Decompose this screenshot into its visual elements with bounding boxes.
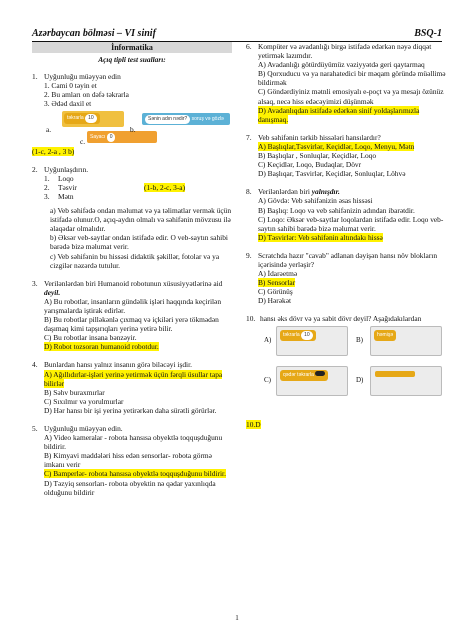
q1-images (32, 109, 232, 147)
q7-answer: A) Başlıqlar,Təsvirlər, Keçidlər, Loqo, Menyu, Mətn (258, 141, 415, 151)
q5-answer: C) Bamperlər- robota hansısa obyektlə toqquşduğunu bildirir. (44, 469, 226, 479)
right-column (246, 42, 446, 429)
q4-answer: A) Ağıllıdırlar-işləri yerinə yetirmək üçün fərqli üsullar tapa bilirlər (44, 369, 223, 388)
question-9-text: Scratchda hazır "cavab" adlanan dəyişən hansı növ blokların içərisində yerləşir? (258, 250, 438, 269)
question-4: 4. Bunlardan hansı yalnız insanın görə biləcəyi işdir. (32, 360, 192, 370)
q10-image-c: qədər təkrarla (276, 366, 348, 396)
q7-option: B) Başlıqlar , Sonluqlar, Keçidlər, Loqo (258, 151, 377, 161)
question-10: 10. hansı əks dövr və ya sabit dövr deyil? Aşağıdakılardan (246, 314, 422, 324)
q6-option: A) Avadanlığı götürdüyümüz vəziyyətdə geri qaytarmaq (258, 60, 425, 70)
q1-option: 2. Bu amları on dəfə təkrarla (44, 90, 129, 100)
question-10-text: hansı əks dövr və ya sabit dövr deyil? Aşağıdakılardan (260, 314, 422, 324)
left-column (32, 42, 232, 497)
q2-option: b) Əksər veb-saytlar ondan istifadə edir. O veb-saytın sahibi barədə bizə məlumat verir. (50, 233, 228, 252)
q6-answer: D) Avadanlıqdan istifadə edərkən sinif yoldaşlarımızla danışmaq. (258, 105, 420, 124)
header-code: BSQ-1 (414, 28, 442, 39)
header-title: Azərbaycan bölməsi – VI sinif (32, 28, 156, 39)
q1-label-b: b. (130, 124, 136, 134)
q2-option: a) Veb səhifədə ondan məlumat və ya təlimatlar vermək üçün istifadə olunur.O, açıq-aydın olmalı və səhifənin mövzusu ilə əlaqədar olmalıdır. (50, 206, 232, 234)
q10-label-d: D) (356, 375, 364, 384)
question-6: 6. Kompüter və avadanlığı birgə istifadə edərkən nəyə diqqət yetirmək lazımdır. (246, 42, 446, 60)
q10-image-a: təkrarla 10 (276, 326, 348, 356)
question-5-text: Uyğunluğu müəyyən edin. (44, 424, 123, 433)
q1-label-c: c. (80, 136, 86, 146)
q3-option: B) Bu robotlar pilləkənlə çıxmaq və içkiləri yerə tökmədən daşımaq kimi tapşırıqları yerinə yetirə bilir. (44, 315, 219, 334)
q6-option: C) Göndərdiyiniz mətnli emosiyalı e-poçt və ya mesajı özünüz alsaq, necə hiss edəcəyimizi düşünmək (258, 87, 444, 106)
question-1: 1. Uyğunluğu müəyyən edin (32, 72, 121, 82)
q4-option: B) Səhv buraxmırlar (44, 387, 105, 397)
q1-ask-image: Sənin adın nədir? soruş və gözlə (142, 113, 230, 125)
q1-loop-image: təkrarla 10 (62, 111, 124, 127)
q10-image-d (370, 366, 442, 396)
question-4-text: Bunlardan hansı yalnız insanın görə biləcəyi işdir. (44, 360, 192, 370)
page-number: 1 (235, 614, 239, 622)
q10-hexagon-slot (315, 371, 325, 376)
q4-option: C) Sıxılmır və yorulmurlar (44, 396, 124, 406)
q1-answer: (1-c, 2-a , 3 b) (32, 146, 75, 156)
question-3: 3. Verilənlərdən biri Humanoid robotunun xüsusiyyətlərinə aid deyil. (32, 278, 223, 297)
subtitle: Açıq tipli test sualları: (98, 55, 166, 65)
q1-option: 1. Cami 0 təyin et (44, 81, 97, 91)
q3-option: C) Bu robotlar insana bənzəyir. (44, 333, 137, 343)
q10-answer: 10.D (246, 419, 261, 429)
q5-option: B) Kimyavi maddələri hiss edən sensorlar- robota görmə imkanı verir (44, 451, 212, 470)
q9-option: A) İdarəetmə (258, 269, 298, 279)
q9-option: D) Hərəkət (258, 296, 292, 306)
question-8: 8. Verilənlərdən biri yalnışdır. (246, 187, 340, 197)
question-2-text: Uyğunlaşdırın. (44, 164, 89, 174)
q10-label-a: A) (264, 335, 272, 344)
q9-option: C) Görünüş (258, 287, 293, 297)
q5-option: A) Video kameralar - robota hansısa obyektlə toqquşduğunu bildirir. (44, 433, 223, 452)
q10-label-c: C) (264, 375, 271, 384)
q2-option: c) Veb səhifənin bu hissəsi didaktik şəkillər, fotolar və ya cizgilər nəzərdə tutulur. (50, 251, 220, 270)
q3-option: A) Bu robotlar, insanların gündəlik işləri haqqında keçirilən yarışmalarda iştirak edirlər. (44, 296, 222, 315)
q1-label-a: a. (46, 124, 52, 134)
section-title: İnformatika (32, 42, 232, 53)
q6-option: B) Qorxuducu və ya narahatedici bir məqam göründə müəllimə bildirmək (258, 69, 446, 88)
q8-option: B) Başlıq: Loqo və veb səhifənizin adından ibarətdir. (258, 205, 415, 215)
q3-answer: D) Robot tozsoran humanoid robotdur. (44, 342, 159, 352)
q9-answer: B) Sensorlar (258, 278, 296, 288)
q8-option: C) Loqo: Əksər veb-saytlar loqolardan istifadə edir. Loqo veb-saytın sahibi barədə bizə məlumat verir. (258, 214, 444, 233)
question-5: 5. Uyğunluğu müəyyən edin. (32, 424, 123, 433)
question-7: 7. Veb səhifənin tərkib hissələri hansılardır? (246, 132, 381, 142)
q7-option: C) Keçidlər, Loqo, Budaqlar, Dövr (258, 160, 362, 170)
q2-answer: (1-b, 2-c, 3-a) (144, 182, 186, 192)
question-9: 9. Scratchda hazır "cavab" adlanan dəyişən hansı növ blokların içərisində yerləşir? (246, 251, 446, 269)
question-2: 2. Uyğunlaşdırın. (32, 164, 89, 174)
question-6-text: Kompüter və avadanlığı birgə istifadə edərkən nəyə diqqət yetirmək lazımdır. (258, 42, 432, 61)
q10-block-shape (375, 371, 415, 377)
q8-option: A) Gövdə: Veb səhifənizin əsas hissəsi (258, 196, 373, 206)
q2-items: 1. Loqo 2. Təsvir 3. Mətn (1-b, 2-c, 3-a) (44, 173, 186, 201)
q4-option: D) Hər hansı bir işi yerinə yetirərkən daha sürətli görürlər. (44, 405, 217, 415)
page-header (32, 28, 442, 42)
question-1-text: Uyğunluğu müəyyən edin (44, 72, 121, 82)
q10-images (246, 324, 446, 414)
q8-answer: D) Təsvirlər: Veb səhifənin altındakı hissə (258, 232, 383, 242)
q10-image-b: həmişə (370, 326, 442, 356)
q7-option: D) Başlıqar, Təsvirlər, Keçidlər, Sonluqlar, Löhvə (258, 169, 406, 179)
q1-set-image: Sayacı 0 (87, 131, 157, 143)
q5-option: D) Təzyiq sensorları- robota obyektin nə qədar yaxınlıqda olduğunu bildirir (44, 478, 216, 497)
q1-option: 3. Ədəd daxil et (44, 99, 92, 109)
q10-label-b: B) (356, 335, 363, 344)
question-7-text: Veb səhifənin tərkib hissələri hansılardır? (258, 132, 381, 142)
